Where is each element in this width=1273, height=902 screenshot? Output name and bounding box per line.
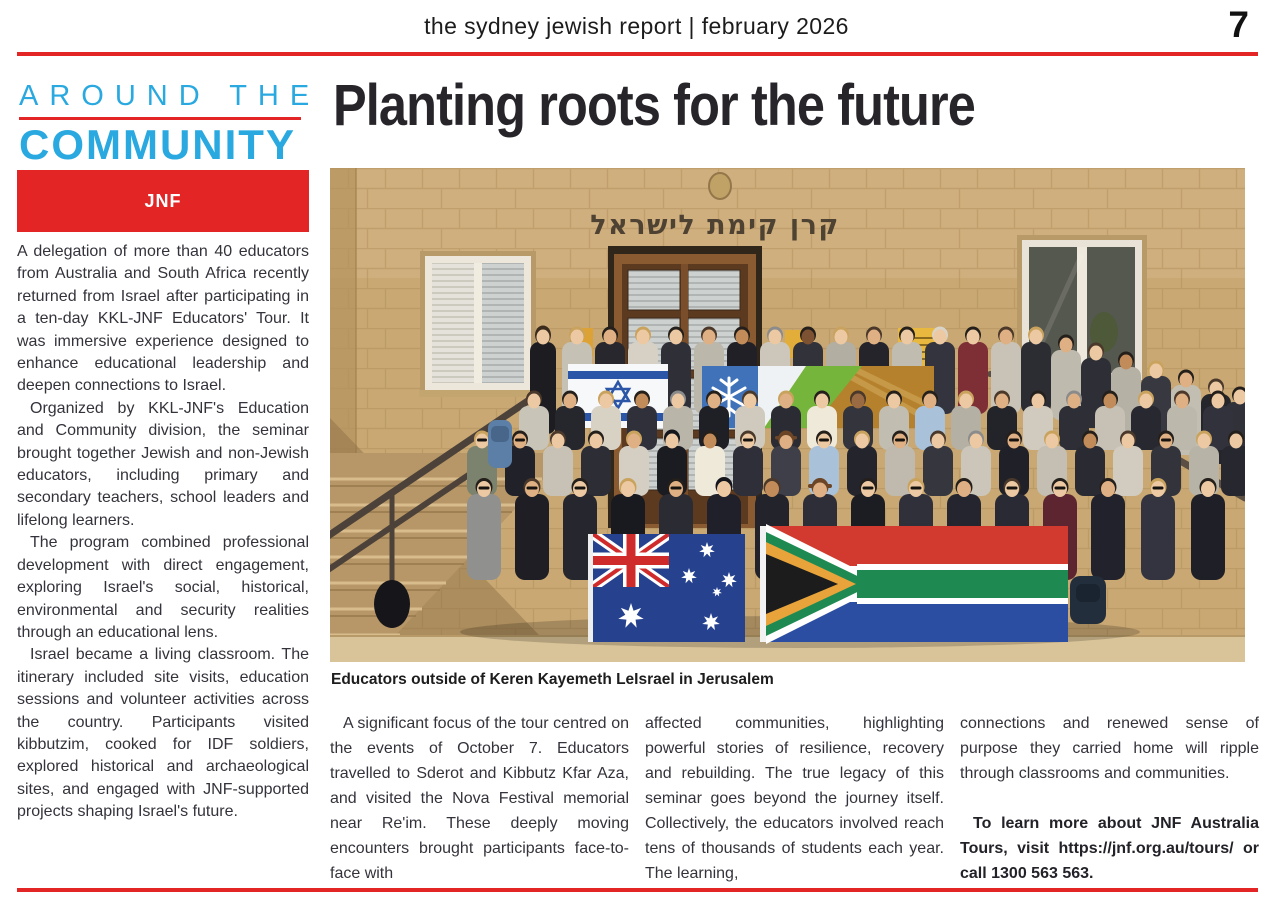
kicker-line1: AROUND THE	[19, 80, 321, 112]
page-number: 7	[1228, 4, 1249, 45]
intro-column	[17, 241, 309, 824]
intro-paragraph: Organized by KKL-JNF's Education and Community division, the seminar brought together Jewish and non-Jewish educators, including primary and secondary teachers, school leaders and lifelong learners.	[17, 399, 309, 529]
body-columns	[330, 711, 1259, 886]
kicker-line2: COMMUNITY	[19, 121, 296, 168]
org-tag-label: JNF	[144, 190, 182, 211]
australia-flag	[588, 534, 745, 642]
body-column-2	[645, 711, 944, 886]
org-tag-banner	[17, 170, 309, 232]
bottom-red-rule	[17, 888, 1258, 892]
body-paragraph: A significant focus of the tour centred on the events of October 7. Educators travelled to Sderot and Kibbutz Kfar Aza, and visited the Nova Festival memorial near Re'im. These deeply moving encounters brought participants face-to-face with	[330, 715, 629, 882]
photo-illustration	[330, 168, 1245, 662]
top-red-rule	[17, 52, 1258, 56]
photo-caption: Educators outside of Keren Kayemeth LeIsrael in Jerusalem	[331, 671, 774, 688]
body-column-3	[960, 711, 1259, 886]
blue-backpack	[488, 420, 512, 468]
article-photo	[330, 168, 1245, 662]
article-headline: Planting roots for the future	[333, 73, 975, 138]
intro-paragraph: A delegation of more than 40 educators from Australia and South Africa recently returned from Israel after participating in a ten-day KKL-JNF Educators' Tour. It was immersive experience designed to enhance educational leadership and deepen connections to Israel.	[17, 243, 309, 395]
body-column-1	[330, 711, 629, 886]
south-africa-flag	[760, 524, 1068, 644]
intro-paragraph: The program combined professional development with direct engagement, exploring Israel's social, historical, environmental and security realities through an educational lens.	[17, 534, 309, 641]
body-paragraph: connections and renewed sense of purpose they carried home will ripple through classrooms and communities.	[960, 715, 1259, 782]
cta-paragraph: To learn more about JNF Australia Tours, visit https://jnf.org.au/tours/ or call 1300 563 563.	[960, 815, 1259, 882]
building-emblem	[709, 173, 731, 199]
intro-paragraph: Israel became a living classroom. The itinerary included site visits, education sessions and volunteer activities across the country. Participants visited kibbutzim, cooked for IDF soldiers, explored historical and archaeological sites, and engaged with JNF-supported projects shaping Israel's future.	[17, 646, 309, 821]
building-sign-hebrew: קרן קימת לישראל	[590, 210, 840, 241]
union-jack	[593, 534, 669, 587]
section-kicker	[19, 80, 321, 169]
kicker-red-rule	[19, 117, 301, 120]
masthead-title: the sydney jewish report | february 2026	[424, 13, 849, 39]
black-bag	[374, 580, 410, 628]
body-paragraph: affected communities, highlighting powerful stories of resilience, recovery and rebuilding. The true legacy of this seminar goes beyond the journey itself. Collectively, the educators involved reach tens of thousands of students each year. The learning,	[645, 715, 944, 882]
backpack-right	[1070, 576, 1106, 624]
window-left	[419, 251, 537, 397]
